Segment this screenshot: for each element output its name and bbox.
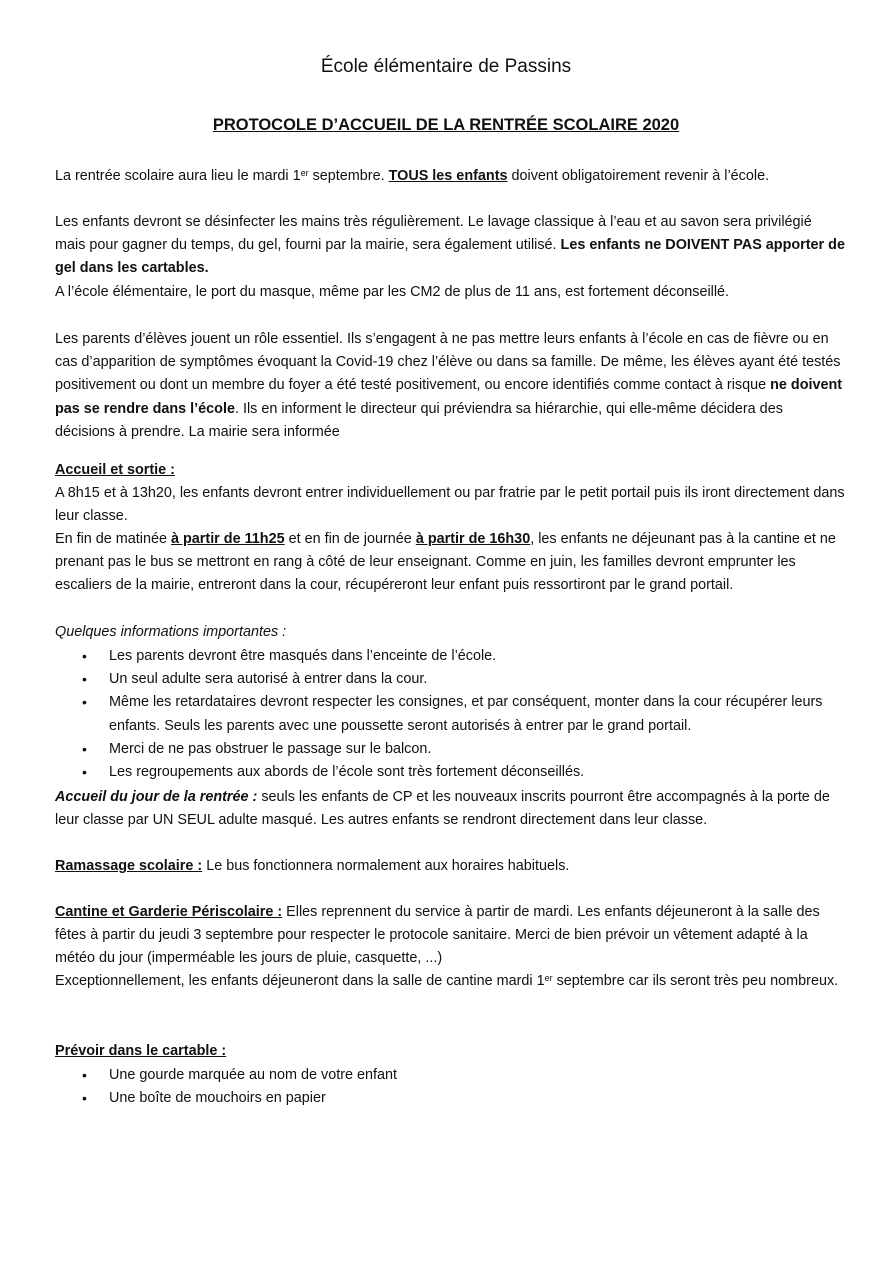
bullet-icon: • bbox=[82, 1067, 87, 1083]
time-1630: à partir de 16h30 bbox=[415, 531, 531, 547]
first-day-paragraph: Accueil du jour de la rentrée : seuls les enfants de CP et les nouveaux inscrits pourront être accompagnés à la porte de leur classe par UN SEUL adulte masqué. Les autres enfants se rendront directement dans leur classe. bbox=[55, 789, 830, 829]
list-item: • Une gourde marquée au nom de votre enfant bbox=[55, 1064, 845, 1087]
hygiene-paragraph: Les enfants devront se désinfecter les mains très régulièrement. Le lavage classique à l’eau et au savon sera privilégié mais pour gagner du temps, du gel, fourni par la mairie, sera également utilisé. Les enfants ne DOIVENT PAS apporter de gel dans les cartables. bbox=[55, 214, 845, 277]
list-item: • Les regroupements aux abords de l’école sont très fortement déconseillés. bbox=[55, 761, 845, 784]
info-bullet-list bbox=[55, 645, 845, 784]
accueil-exit-paragraph: En fin de matinée à partir de 11h25 et en fin de journée à partir de 16h30, les enfants ne déjeunant pas à la cantine et ne prenant pas le bus se mettront en rang à côté de leur enseignant. Comme en juin, les familles devront emprunter les escaliers de la mairie, entreront dans la cour, récupéreront leur enfant puis ressortiront par le grand portail. bbox=[55, 531, 836, 594]
list-item: • Les parents devront être masqués dans l’enceinte de l’école. bbox=[55, 645, 845, 668]
bullet-icon: • bbox=[82, 1090, 87, 1107]
accueil-heading: Accueil et sortie : bbox=[55, 462, 175, 478]
bullet-icon: • bbox=[82, 740, 87, 757]
bullet-icon: • bbox=[82, 648, 87, 664]
document-title: PROTOCOLE D’ACCUEIL DE LA RENTRÉE SCOLAIRE 2020 bbox=[212, 116, 680, 134]
list-item: • Même les retardataires devront respecter les consignes, et par conséquent, monter dans la cour récupérer leurs enfants. Seuls les parents avec une poussette seront autorisés à entrer par le grand portail. bbox=[55, 691, 845, 737]
list-item: • Un seul adulte sera autorisé à entrer dans la cour. bbox=[55, 668, 845, 691]
cartable-list bbox=[55, 1064, 845, 1110]
ramassage-paragraph: Ramassage scolaire : Le bus fonctionnera normalement aux horaires habituels. bbox=[55, 858, 570, 874]
time-1125: à partir de 11h25 bbox=[171, 531, 285, 547]
cantine-heading: Cantine et Garderie Périscolaire : bbox=[55, 904, 283, 920]
list-item: • Une boîte de mouchoirs en papier bbox=[55, 1087, 845, 1110]
bullet-icon: • bbox=[82, 671, 87, 688]
all-children-emphasis: TOUS les enfants bbox=[388, 168, 508, 184]
no-gel-emphasis: Les enfants ne DOIVENT PAS apporter de gel dans les cartables. bbox=[55, 237, 845, 277]
bullet-icon: • bbox=[82, 694, 87, 711]
cartable-heading: Prévoir dans le cartable : bbox=[55, 1043, 227, 1059]
bullet-icon: • bbox=[82, 764, 87, 781]
list-item: • Merci de ne pas obstruer le passage sur le balcon. bbox=[55, 738, 845, 761]
cantine-paragraph: Cantine et Garderie Périscolaire : Elles reprennent du service à partir de mardi. Les enfants déjeuneront à la salle des fêtes à partir du jeudi 3 septembre pour respecter le protocole sanitaire. Merci de bien prévoir un vêtement adapté à la météo du jour (imperméable les jours de pluie, casquette, ...) bbox=[55, 904, 820, 967]
cantine-exception-paragraph: Exceptionnellement, les enfants déjeuneront dans la salle de cantine mardi 1er septembre car ils seront très peu nombreux. bbox=[55, 973, 839, 989]
accueil-entry-paragraph: A 8h15 et à 13h20, les enfants devront entrer individuellement ou par fratrie par le petit portail puis ils iront directement dans leur classe. bbox=[55, 485, 845, 525]
first-day-label: Accueil du jour de la rentrée : bbox=[55, 789, 258, 805]
do-not-come-emphasis: ne doivent pas se rendre dans l’école bbox=[55, 377, 843, 417]
ramassage-heading: Ramassage scolaire : bbox=[55, 858, 203, 874]
mask-paragraph: A l’école élémentaire, le port du masque, même par les CM2 de plus de 11 ans, est fortement déconseillé. bbox=[55, 284, 730, 300]
school-name: École élémentaire de Passins bbox=[320, 56, 572, 77]
parents-paragraph: Les parents d’élèves jouent un rôle essentiel. Ils s’engagent à ne pas mettre leurs enfants à l’école en cas de fièvre ou en cas d’apparition de symptômes évoquant la Covid-19 chez l’élève ou dans sa famille. De même, les élèves ayant été testés positivement ou dont un membre du foyer a été testé positivement, ou encore identifiés comme contact à risque ne doivent pas se rendre dans l’école. Ils en informent le directeur qui préviendra sa hiérarchie, qui elle-même décidera des décisions à prendre. La mairie sera informée bbox=[55, 331, 843, 440]
intro-paragraph: La rentrée scolaire aura lieu le mardi 1er septembre. TOUS les enfants doivent obligatoirement revenir à l’école. bbox=[55, 168, 770, 184]
info-heading: Quelques informations importantes : bbox=[55, 624, 287, 640]
